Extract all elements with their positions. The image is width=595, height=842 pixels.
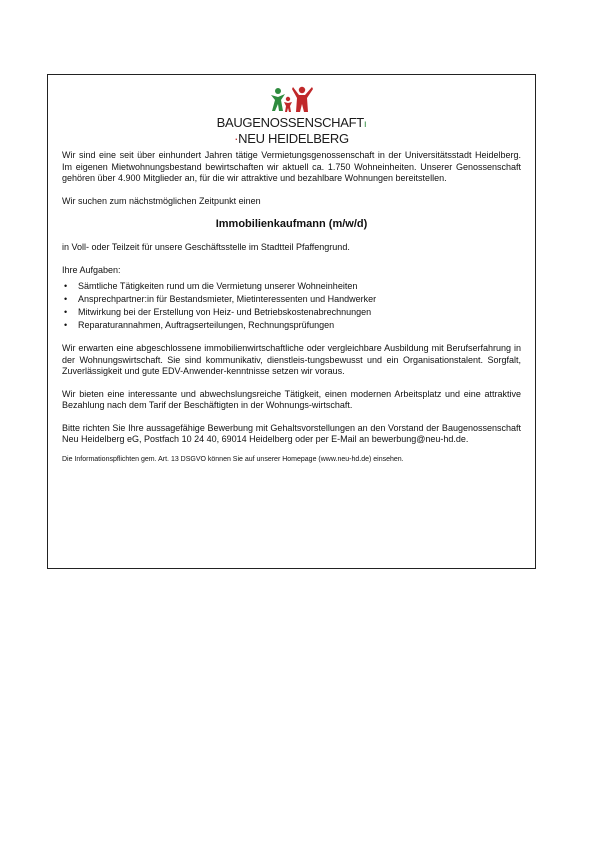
privacy-note: Die Informationspflichten gem. Art. 13 DSGVO können Sie auf unserer Homepage (www.neu-hd.de) einsehen.	[62, 455, 404, 463]
people-logo-icon	[268, 85, 316, 115]
list-item: • Reparaturannahmen, Auftragserteilungen, Rechnungsprüfungen	[64, 320, 335, 330]
logo-wordmark-line1: BAUGENOSSENSCHAFTı	[216, 115, 367, 130]
company-logo	[48, 85, 535, 146]
offer-paragraph: Wir bieten eine interessante und abwechslungsreiche Tätigkeit, einen modernen Arbeitsplatz und eine attraktive Bezahlung nach dem Tarif der Beschäftigten in der Wohnungs-wirtschaft.	[62, 388, 521, 410]
location-text: in Voll- oder Teilzeit für unsere Geschäftsstelle im Stadtteil Pfaffengrund.	[62, 242, 350, 252]
job-title: Immobilienkaufmann (m/w/d)	[215, 218, 368, 230]
ad-body	[62, 150, 521, 464]
list-item: • Ansprechpartner:in für Bestandsmieter, Mietinteressenten und Handwerker	[64, 294, 377, 304]
expectations-paragraph: Wir erwarten eine abgeschlossene immobilienwirtschaftliche oder vergleichbare Ausbildung mit Berufserfahrung in der Wohnungswirtschaft. Sie sind kommunikativ, dienstleis-tungsbewusst und ein Organisationstalent. Sorgfalt, Zuverlässigkeit und gute EDV-Anwender-kenntnisse setzen wir voraus.	[62, 343, 521, 376]
tasks-list	[62, 280, 521, 332]
list-item: • Sämtliche Tätigkeiten rund um die Vermietung unserer Wohneinheiten	[64, 281, 358, 291]
intro-paragraph: Wir sind eine seit über einhundert Jahren tätige Vermietungsgenossenschaft in der Universitätsstadt Heidelberg. Im eigenen Mietwohnungsbestand bewirtschaften wir aktuell ca. 1.750 Wohneinheiten. Unserer Genossenschaft gehören über 4.900 Mitglieder an, für die wir attraktive und bezahlbare Wohnungen bereitstellen.	[62, 150, 521, 183]
list-item: • Mitwirkung bei der Erstellung von Heiz- und Betriebskostenabrechnungen	[64, 307, 372, 317]
job-ad-frame	[47, 74, 536, 569]
logo-wordmark-line2: ·NEU HEIDELBERG	[234, 131, 349, 146]
application-paragraph: Bitte richten Sie Ihre aussagefähige Bewerbung mit Gehaltsvorstellungen an den Vorstand der Baugenossenschaft Neu Heidelberg eG, Postfach 10 24 40, 69014 Heidelberg oder per E-Mail an bewerbung@neu-hd.de.	[62, 422, 521, 444]
search-text: Wir suchen zum nächstmöglichen Zeitpunkt einen	[62, 195, 261, 206]
tasks-heading: Ihre Aufgaben:	[62, 264, 121, 275]
